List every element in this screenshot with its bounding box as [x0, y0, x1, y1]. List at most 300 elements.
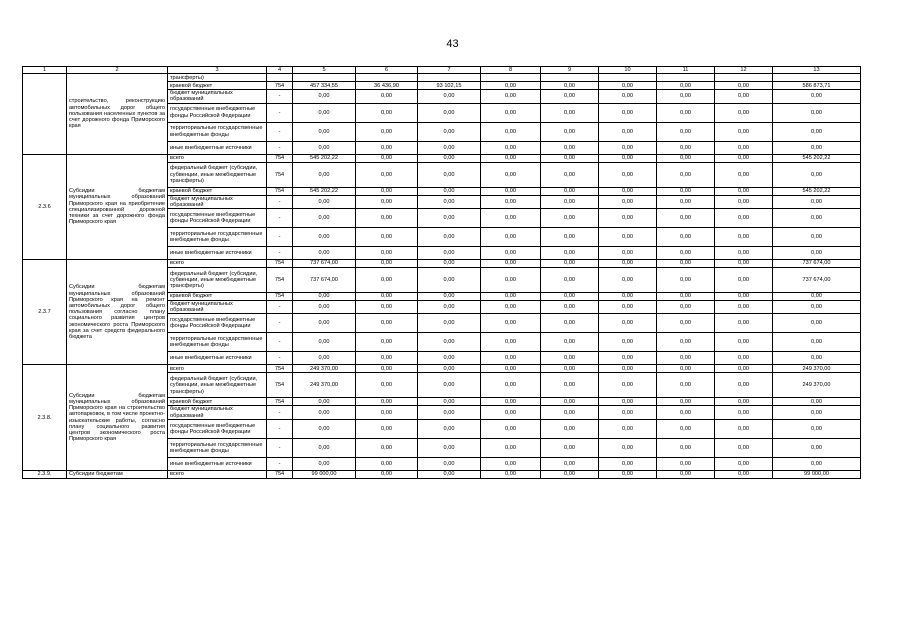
year-value: 0,00: [541, 247, 599, 260]
year-value: 0,00: [657, 247, 715, 260]
year-value: 0,00: [599, 314, 657, 333]
year-value: 0,00: [481, 457, 541, 470]
column-header: 6: [356, 67, 418, 74]
year-value: 0,00: [657, 365, 715, 373]
year-value: 0,00: [541, 457, 599, 470]
year-value: 0,00: [293, 301, 356, 314]
funding-source: краевой бюджет: [168, 293, 267, 301]
year-value: 0,00: [356, 260, 418, 268]
year-value: 0,00: [418, 90, 481, 103]
year-value: 0,00: [418, 457, 481, 470]
year-value: 0,00: [657, 457, 715, 470]
year-value: 0,00: [599, 141, 657, 154]
year-value: 0,00: [541, 209, 599, 228]
year-value: 0,00: [293, 293, 356, 301]
item-code: 2.3.8.: [23, 365, 67, 470]
year-value: 0,00: [541, 365, 599, 373]
budget-code: -: [267, 438, 293, 457]
funding-source: федеральный бюджет (субсидии, субвенции, иные межбюджетные трансферты): [168, 373, 267, 398]
year-value: 0,00: [715, 268, 773, 293]
budget-code: 754: [267, 293, 293, 301]
year-value: 0,00: [715, 187, 773, 195]
year-value: 0,00: [657, 187, 715, 195]
funding-source: территориальные государственные внебюджетные фонды: [168, 333, 267, 352]
year-value: 0,00: [356, 293, 418, 301]
year-value: 0,00: [657, 293, 715, 301]
budget-code: -: [267, 457, 293, 470]
year-value: 0,00: [715, 419, 773, 438]
funding-source: всего: [168, 154, 267, 162]
year-value: 0,00: [481, 141, 541, 154]
year-value: 0,00: [418, 247, 481, 260]
year-value: 0,00: [657, 470, 715, 478]
year-value: 0,00: [715, 122, 773, 141]
year-value: 0,00: [418, 398, 481, 406]
year-value: 0,00: [481, 314, 541, 333]
total-value: 0,00: [773, 90, 861, 103]
year-value: 0,00: [657, 398, 715, 406]
year-value: 0,00: [715, 470, 773, 478]
year-value: 545 202,22: [293, 187, 356, 195]
year-value: 0,00: [356, 301, 418, 314]
funding-source: иные внебюджетные источники: [168, 352, 267, 365]
year-value: 0,00: [481, 187, 541, 195]
year-value: 0,00: [293, 457, 356, 470]
total-value: 0,00: [773, 457, 861, 470]
year-value: 0,00: [541, 352, 599, 365]
budget-code: -: [267, 333, 293, 352]
budget-code: -: [267, 301, 293, 314]
funding-source: государственные внебюджетные фонды Российской Федерации: [168, 103, 267, 122]
year-value: 0,00: [715, 457, 773, 470]
year-value: 0,00: [541, 162, 599, 187]
budget-code: 754: [267, 268, 293, 293]
year-value: 0,00: [356, 228, 418, 247]
year-value: 0,00: [481, 260, 541, 268]
year-value: 0,00: [657, 154, 715, 162]
year-value: 0,00: [715, 260, 773, 268]
year-value: 0,00: [599, 247, 657, 260]
year-value: 0,00: [293, 352, 356, 365]
total-value: 0,00: [773, 195, 861, 208]
year-value: [481, 74, 541, 82]
budget-code: -: [267, 209, 293, 228]
total-value: 586 873,71: [773, 82, 861, 90]
item-name: Субсидии бюджетам муниципальных образований Приморского края на строительство автопарковок, в том числе проектно-изыскательские работы, согласно плану социального развития центров экономического роста Приморского края: [67, 365, 168, 470]
year-value: 0,00: [715, 209, 773, 228]
year-value: 0,00: [599, 187, 657, 195]
budget-code: -: [267, 247, 293, 260]
column-header: 13: [773, 67, 861, 74]
year-value: 0,00: [715, 228, 773, 247]
total-value: 0,00: [773, 247, 861, 260]
year-value: 0,00: [356, 268, 418, 293]
year-value: 0,00: [715, 314, 773, 333]
year-value: 0,00: [418, 419, 481, 438]
total-value: 0,00: [773, 419, 861, 438]
year-value: 0,00: [418, 103, 481, 122]
year-value: 0,00: [657, 260, 715, 268]
budget-code: 754: [267, 82, 293, 90]
year-value: 0,00: [541, 187, 599, 195]
year-value: 0,00: [293, 162, 356, 187]
budget-code: -: [267, 141, 293, 154]
year-value: 0,00: [599, 82, 657, 90]
year-value: 0,00: [541, 314, 599, 333]
year-value: 0,00: [418, 154, 481, 162]
year-value: [657, 74, 715, 82]
year-value: 0,00: [418, 195, 481, 208]
year-value: 0,00: [715, 141, 773, 154]
year-value: 0,00: [418, 260, 481, 268]
year-value: 0,00: [356, 373, 418, 398]
budget-code: [267, 74, 293, 82]
budget-code: -: [267, 406, 293, 419]
total-value: 0,00: [773, 162, 861, 187]
column-header: 9: [541, 67, 599, 74]
funding-source: государственные внебюджетные фонды Российской Федерации: [168, 419, 267, 438]
year-value: 0,00: [715, 406, 773, 419]
column-header: 7: [418, 67, 481, 74]
year-value: 0,00: [715, 90, 773, 103]
budget-code: 754: [267, 470, 293, 478]
column-header: 12: [715, 67, 773, 74]
year-value: 457 334,55: [293, 82, 356, 90]
year-value: 0,00: [715, 333, 773, 352]
year-value: 0,00: [657, 195, 715, 208]
year-value: 0,00: [356, 438, 418, 457]
year-value: 0,00: [481, 293, 541, 301]
year-value: 0,00: [599, 365, 657, 373]
year-value: 0,00: [599, 457, 657, 470]
column-header: 1: [23, 67, 67, 74]
year-value: 0,00: [481, 398, 541, 406]
year-value: 0,00: [599, 268, 657, 293]
total-value: 0,00: [773, 438, 861, 457]
year-value: 0,00: [599, 438, 657, 457]
year-value: 0,00: [356, 419, 418, 438]
year-value: 0,00: [657, 162, 715, 187]
year-value: 0,00: [657, 122, 715, 141]
year-value: 0,00: [293, 438, 356, 457]
year-value: 0,00: [599, 90, 657, 103]
funding-source: территориальные государственные внебюджетные фонды: [168, 122, 267, 141]
year-value: 0,00: [356, 365, 418, 373]
total-value: 545 202,22: [773, 187, 861, 195]
total-value: 0,00: [773, 398, 861, 406]
total-value: 0,00: [773, 122, 861, 141]
year-value: 0,00: [657, 90, 715, 103]
table-row: [23, 470, 861, 478]
year-value: [541, 74, 599, 82]
funding-source: бюджет муниципальных образований: [168, 406, 267, 419]
budget-code: -: [267, 352, 293, 365]
year-value: 0,00: [481, 90, 541, 103]
year-value: 0,00: [293, 141, 356, 154]
year-value: 0,00: [599, 162, 657, 187]
year-value: 0,00: [418, 406, 481, 419]
year-value: 0,00: [418, 314, 481, 333]
funding-source: бюджет муниципальных образований: [168, 90, 267, 103]
year-value: 0,00: [715, 365, 773, 373]
total-value: 249 370,00: [773, 373, 861, 398]
year-value: 0,00: [541, 419, 599, 438]
year-value: 249 370,00: [293, 365, 356, 373]
year-value: 0,00: [541, 438, 599, 457]
year-value: 0,00: [356, 187, 418, 195]
year-value: 0,00: [418, 162, 481, 187]
budget-code: 754: [267, 365, 293, 373]
year-value: 0,00: [657, 419, 715, 438]
funding-source: всего: [168, 470, 267, 478]
year-value: 0,00: [293, 398, 356, 406]
year-value: 0,00: [715, 301, 773, 314]
year-value: [599, 74, 657, 82]
year-value: 0,00: [481, 122, 541, 141]
budget-code: -: [267, 103, 293, 122]
total-value: [773, 74, 861, 82]
year-value: 0,00: [541, 293, 599, 301]
total-value: 737 674,00: [773, 260, 861, 268]
year-value: 0,00: [657, 268, 715, 293]
year-value: 0,00: [481, 365, 541, 373]
year-value: 0,00: [356, 141, 418, 154]
item-name: Субсидии бюджетам: [67, 470, 168, 478]
budget-code: 754: [267, 260, 293, 268]
year-value: 0,00: [293, 333, 356, 352]
year-value: 0,00: [599, 293, 657, 301]
year-value: 0,00: [657, 438, 715, 457]
budget-code: 754: [267, 187, 293, 195]
year-value: 0,00: [418, 470, 481, 478]
year-value: 0,00: [481, 162, 541, 187]
year-value: 0,00: [356, 314, 418, 333]
total-value: 249 370,00: [773, 365, 861, 373]
funding-source: государственные внебюджетные фонды Российской Федерации: [168, 209, 267, 228]
year-value: 0,00: [418, 187, 481, 195]
budget-code: -: [267, 419, 293, 438]
year-value: 0,00: [293, 103, 356, 122]
year-value: 0,00: [599, 154, 657, 162]
year-value: 0,00: [481, 103, 541, 122]
year-value: 0,00: [293, 247, 356, 260]
column-header: 4: [267, 67, 293, 74]
year-value: 0,00: [599, 122, 657, 141]
funding-source: всего: [168, 260, 267, 268]
column-header: 5: [293, 67, 356, 74]
year-value: 0,00: [657, 141, 715, 154]
year-value: 0,00: [541, 195, 599, 208]
total-value: 545 202,22: [773, 154, 861, 162]
budget-code: 754: [267, 398, 293, 406]
year-value: 0,00: [356, 103, 418, 122]
table-row: [23, 74, 861, 82]
year-value: 0,00: [715, 398, 773, 406]
year-value: 545 202,22: [293, 154, 356, 162]
funding-source: краевой бюджет: [168, 82, 267, 90]
year-value: 0,00: [541, 301, 599, 314]
budget-code: -: [267, 228, 293, 247]
funding-source: федеральный бюджет (субсидии, субвенции, иные межбюджетные трансферты): [168, 268, 267, 293]
year-value: 0,00: [541, 373, 599, 398]
year-value: 0,00: [293, 419, 356, 438]
year-value: 0,00: [418, 365, 481, 373]
budget-code: 754: [267, 162, 293, 187]
year-value: 0,00: [715, 438, 773, 457]
budget-table-body: [23, 74, 861, 479]
year-value: 0,00: [599, 301, 657, 314]
total-value: 0,00: [773, 406, 861, 419]
year-value: 0,00: [541, 228, 599, 247]
year-value: 0,00: [541, 154, 599, 162]
column-header: 11: [657, 67, 715, 74]
year-value: 0,00: [293, 209, 356, 228]
year-value: 0,00: [541, 90, 599, 103]
funding-source: бюджет муниципальных образований: [168, 301, 267, 314]
funding-source: территориальные государственные внебюджетные фонды: [168, 438, 267, 457]
year-value: 0,00: [715, 103, 773, 122]
year-value: 0,00: [481, 82, 541, 90]
funding-source: краевой бюджет: [168, 187, 267, 195]
year-value: 0,00: [418, 293, 481, 301]
total-value: 0,00: [773, 352, 861, 365]
year-value: 0,00: [481, 333, 541, 352]
year-value: 0,00: [481, 154, 541, 162]
year-value: 0,00: [657, 228, 715, 247]
year-value: 0,00: [715, 162, 773, 187]
year-value: 737 674,00: [293, 268, 356, 293]
column-header: 8: [481, 67, 541, 74]
year-value: 0,00: [418, 268, 481, 293]
year-value: 0,00: [293, 314, 356, 333]
year-value: 0,00: [481, 419, 541, 438]
year-value: 0,00: [418, 333, 481, 352]
funding-source: краевой бюджет: [168, 398, 267, 406]
year-value: 0,00: [599, 228, 657, 247]
year-value: 0,00: [481, 406, 541, 419]
year-value: 0,00: [293, 228, 356, 247]
budget-code: -: [267, 314, 293, 333]
column-header: 2: [67, 67, 168, 74]
year-value: 0,00: [715, 82, 773, 90]
total-value: 0,00: [773, 141, 861, 154]
total-value: 0,00: [773, 301, 861, 314]
year-value: 0,00: [657, 301, 715, 314]
year-value: 0,00: [715, 373, 773, 398]
year-value: 0,00: [356, 457, 418, 470]
funding-source: федеральный бюджет (субсидии, субвенции, иные межбюджетные трансферты): [168, 162, 267, 187]
funding-source: государственные внебюджетные фонды Российской Федерации: [168, 314, 267, 333]
year-value: 0,00: [481, 228, 541, 247]
year-value: [356, 74, 418, 82]
year-value: 0,00: [418, 373, 481, 398]
year-value: 0,00: [481, 373, 541, 398]
year-value: 0,00: [599, 103, 657, 122]
year-value: 0,00: [356, 209, 418, 228]
year-value: 99 000,00: [293, 470, 356, 478]
year-value: 0,00: [418, 438, 481, 457]
year-value: 0,00: [657, 333, 715, 352]
year-value: 0,00: [599, 195, 657, 208]
year-value: 0,00: [481, 438, 541, 457]
year-value: 249 370,00: [293, 373, 356, 398]
total-value: 99 000,00: [773, 470, 861, 478]
budget-code: 754: [267, 373, 293, 398]
year-value: 0,00: [481, 247, 541, 260]
funding-source: иные внебюджетные источники: [168, 247, 267, 260]
year-value: 0,00: [541, 122, 599, 141]
year-value: 0,00: [293, 122, 356, 141]
year-value: 0,00: [541, 82, 599, 90]
year-value: 0,00: [541, 470, 599, 478]
year-value: 0,00: [356, 333, 418, 352]
year-value: 0,00: [599, 470, 657, 478]
year-value: 0,00: [657, 373, 715, 398]
year-value: 0,00: [599, 406, 657, 419]
year-value: 0,00: [657, 103, 715, 122]
item-name: строительство, реконструкцию автомобильных дорог общего пользования населенных пунктов за счет дорожного фонда Приморского края: [67, 74, 168, 154]
year-value: 0,00: [599, 333, 657, 352]
year-value: 0,00: [418, 228, 481, 247]
funding-source: территориальные государственные внебюджетные фонды: [168, 228, 267, 247]
year-value: 0,00: [356, 470, 418, 478]
column-header: 10: [599, 67, 657, 74]
year-value: 0,00: [481, 352, 541, 365]
year-value: 0,00: [418, 301, 481, 314]
year-value: 0,00: [599, 373, 657, 398]
year-value: 0,00: [356, 352, 418, 365]
table-row: [23, 260, 861, 268]
year-value: 0,00: [293, 195, 356, 208]
item-code: 2.3.6: [23, 154, 67, 259]
year-value: 0,00: [481, 301, 541, 314]
year-value: 0,00: [541, 103, 599, 122]
budget-code: 754: [267, 154, 293, 162]
year-value: 0,00: [599, 419, 657, 438]
year-value: 0,00: [356, 406, 418, 419]
total-value: 0,00: [773, 103, 861, 122]
total-value: 0,00: [773, 228, 861, 247]
funding-source: иные внебюджетные источники: [168, 141, 267, 154]
year-value: 0,00: [418, 122, 481, 141]
year-value: 0,00: [715, 352, 773, 365]
total-value: 0,00: [773, 293, 861, 301]
year-value: 0,00: [418, 141, 481, 154]
year-value: 0,00: [481, 209, 541, 228]
year-value: [418, 74, 481, 82]
year-value: 0,00: [715, 154, 773, 162]
funding-source: трансферты): [168, 74, 267, 82]
funding-source: бюджет муниципальных образований: [168, 195, 267, 208]
year-value: 0,00: [481, 195, 541, 208]
item-code: 2.3.9.: [23, 470, 67, 478]
item-code: 2.3.7: [23, 260, 67, 365]
year-value: 0,00: [657, 82, 715, 90]
year-value: 0,00: [715, 247, 773, 260]
column-number-header-row: [23, 67, 861, 74]
year-value: 0,00: [356, 195, 418, 208]
year-value: 0,00: [481, 268, 541, 293]
total-value: 0,00: [773, 333, 861, 352]
year-value: 737 674,00: [293, 260, 356, 268]
year-value: 0,00: [541, 268, 599, 293]
year-value: 0,00: [541, 406, 599, 419]
year-value: 0,00: [418, 352, 481, 365]
year-value: 0,00: [293, 90, 356, 103]
funding-source: всего: [168, 365, 267, 373]
year-value: 0,00: [599, 209, 657, 228]
year-value: 0,00: [541, 260, 599, 268]
